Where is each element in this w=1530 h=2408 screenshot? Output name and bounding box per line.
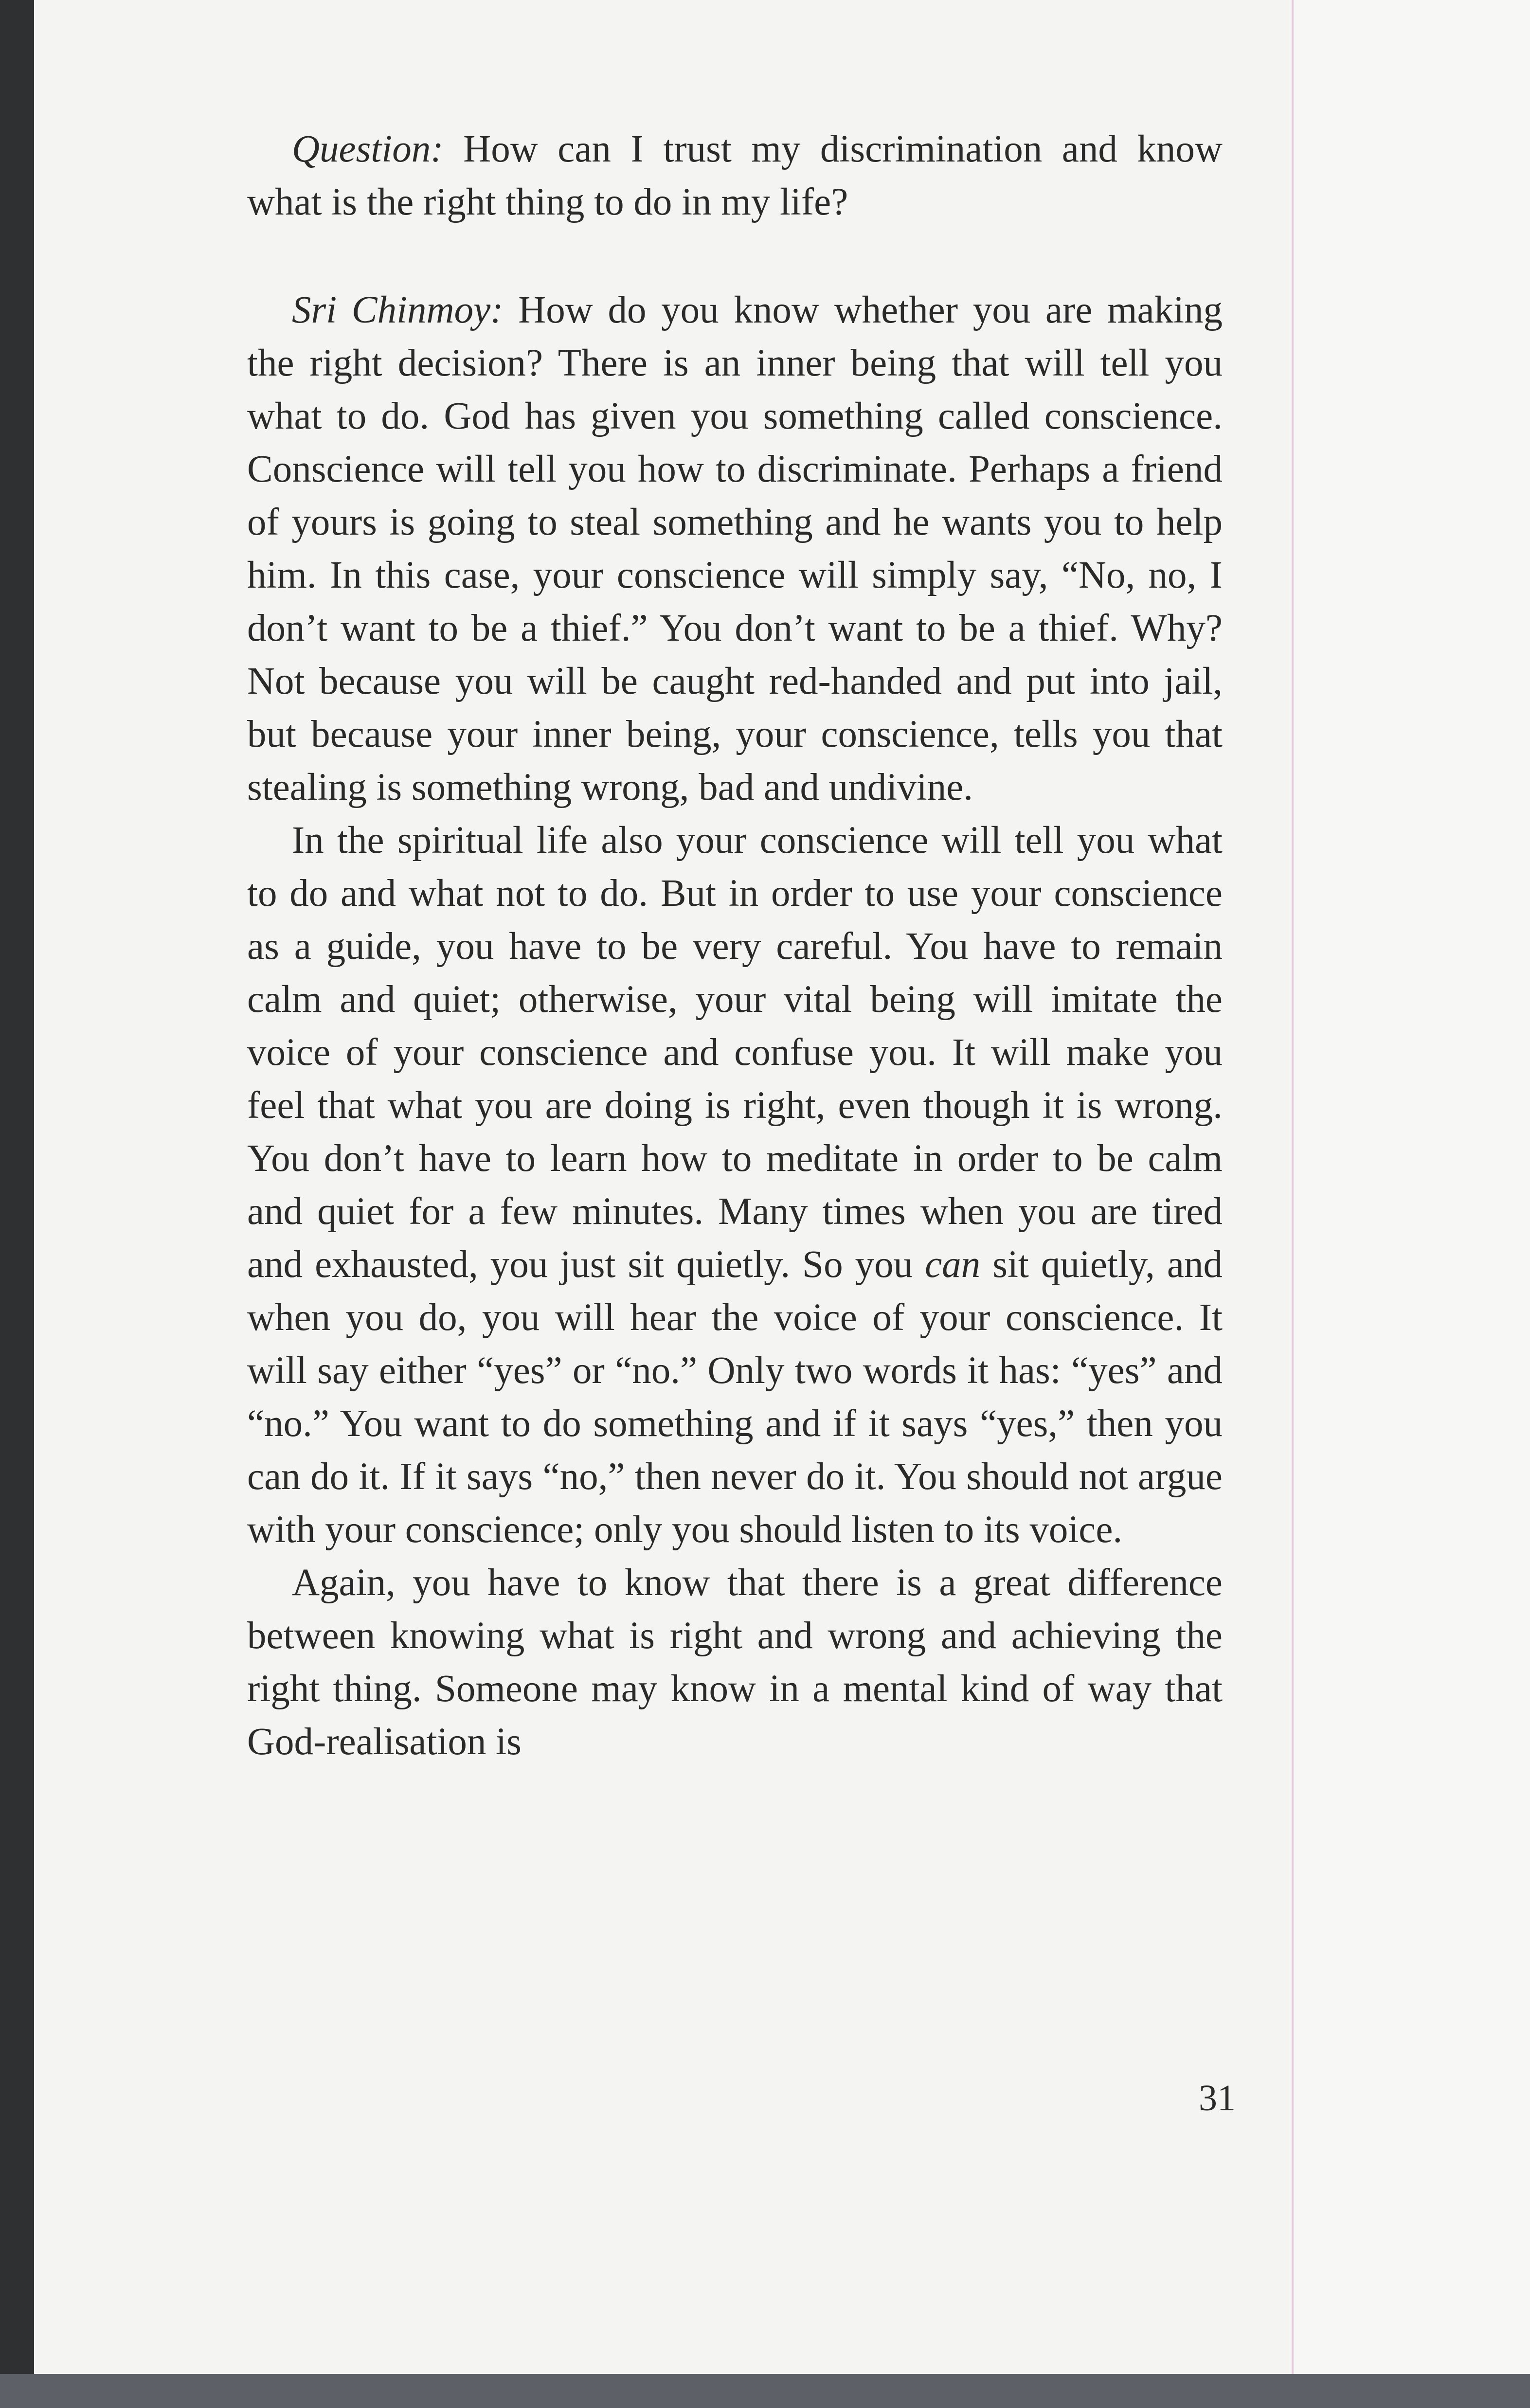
answer-text-2b: sit quietly, and when you do, you will hear the voice of your conscience. It will say either “yes” or “no.” Only two words it has: “yes” and “no.” You want to do something and if it says “yes,” then you can do it. If it says “no,” then never do it. You should not argue with your conscience; only you should listen to its voice. [247,1243,1223,1551]
answer-text-1: How do you know whether you are making the right decision? There is an inner being that will tell you what to do. God has given you something called conscience. Conscience will tell you how to discriminate. Perhaps a friend of yours is going to steal something and he wants you to help him. In this case, your conscience will simply say, “No, no, I don’t want to be a thief.” You don’t want to be a thief. Why? Not because you will be caught red-handed and put into jail, but because your inner being, your conscience, tells you that stealing is something wrong, bad and undivine. [247,289,1223,809]
answer-speaker: Sri Chinmoy: [292,289,504,331]
page-number: 31 [1199,2078,1236,2119]
scan-border-left [0,0,34,2408]
question-speaker: Question: [292,128,444,170]
answer-paragraph-3 [247,1556,1223,1768]
scan-border-bottom [0,2374,1530,2408]
answer-text-2a: In the spiritual life also your conscience will tell you what to do and what not to do. But in order to use your conscience as a guide, you have to be very careful. You have to remain calm and quiet; otherwise, your vital being will imitate the voice of your conscience and confuse you. It will make you feel that what you are doing is right, even though it is wrong. You don’t have to learn how to meditate in order to be calm and quiet for a few minutes. Many times when you are tired and exhausted, you just sit quietly. So you [247,819,1223,1286]
answer-paragraph-1 [247,284,1223,814]
answer-text-3: Again, you have to know that there is a great difference between knowing what is right and wrong and achieving the right thing. Someone may know in a mental kind of way that God-realisation is [247,1562,1223,1763]
answer-paragraph-2 [247,814,1223,1556]
page-text [247,123,1223,1768]
answer-emphasis: can [925,1243,981,1286]
page-edge-margin [1292,0,1530,2374]
question-paragraph [247,123,1223,229]
question-text: How can I trust my discrimination and know what is the right thing to do in my life? [247,128,1223,223]
